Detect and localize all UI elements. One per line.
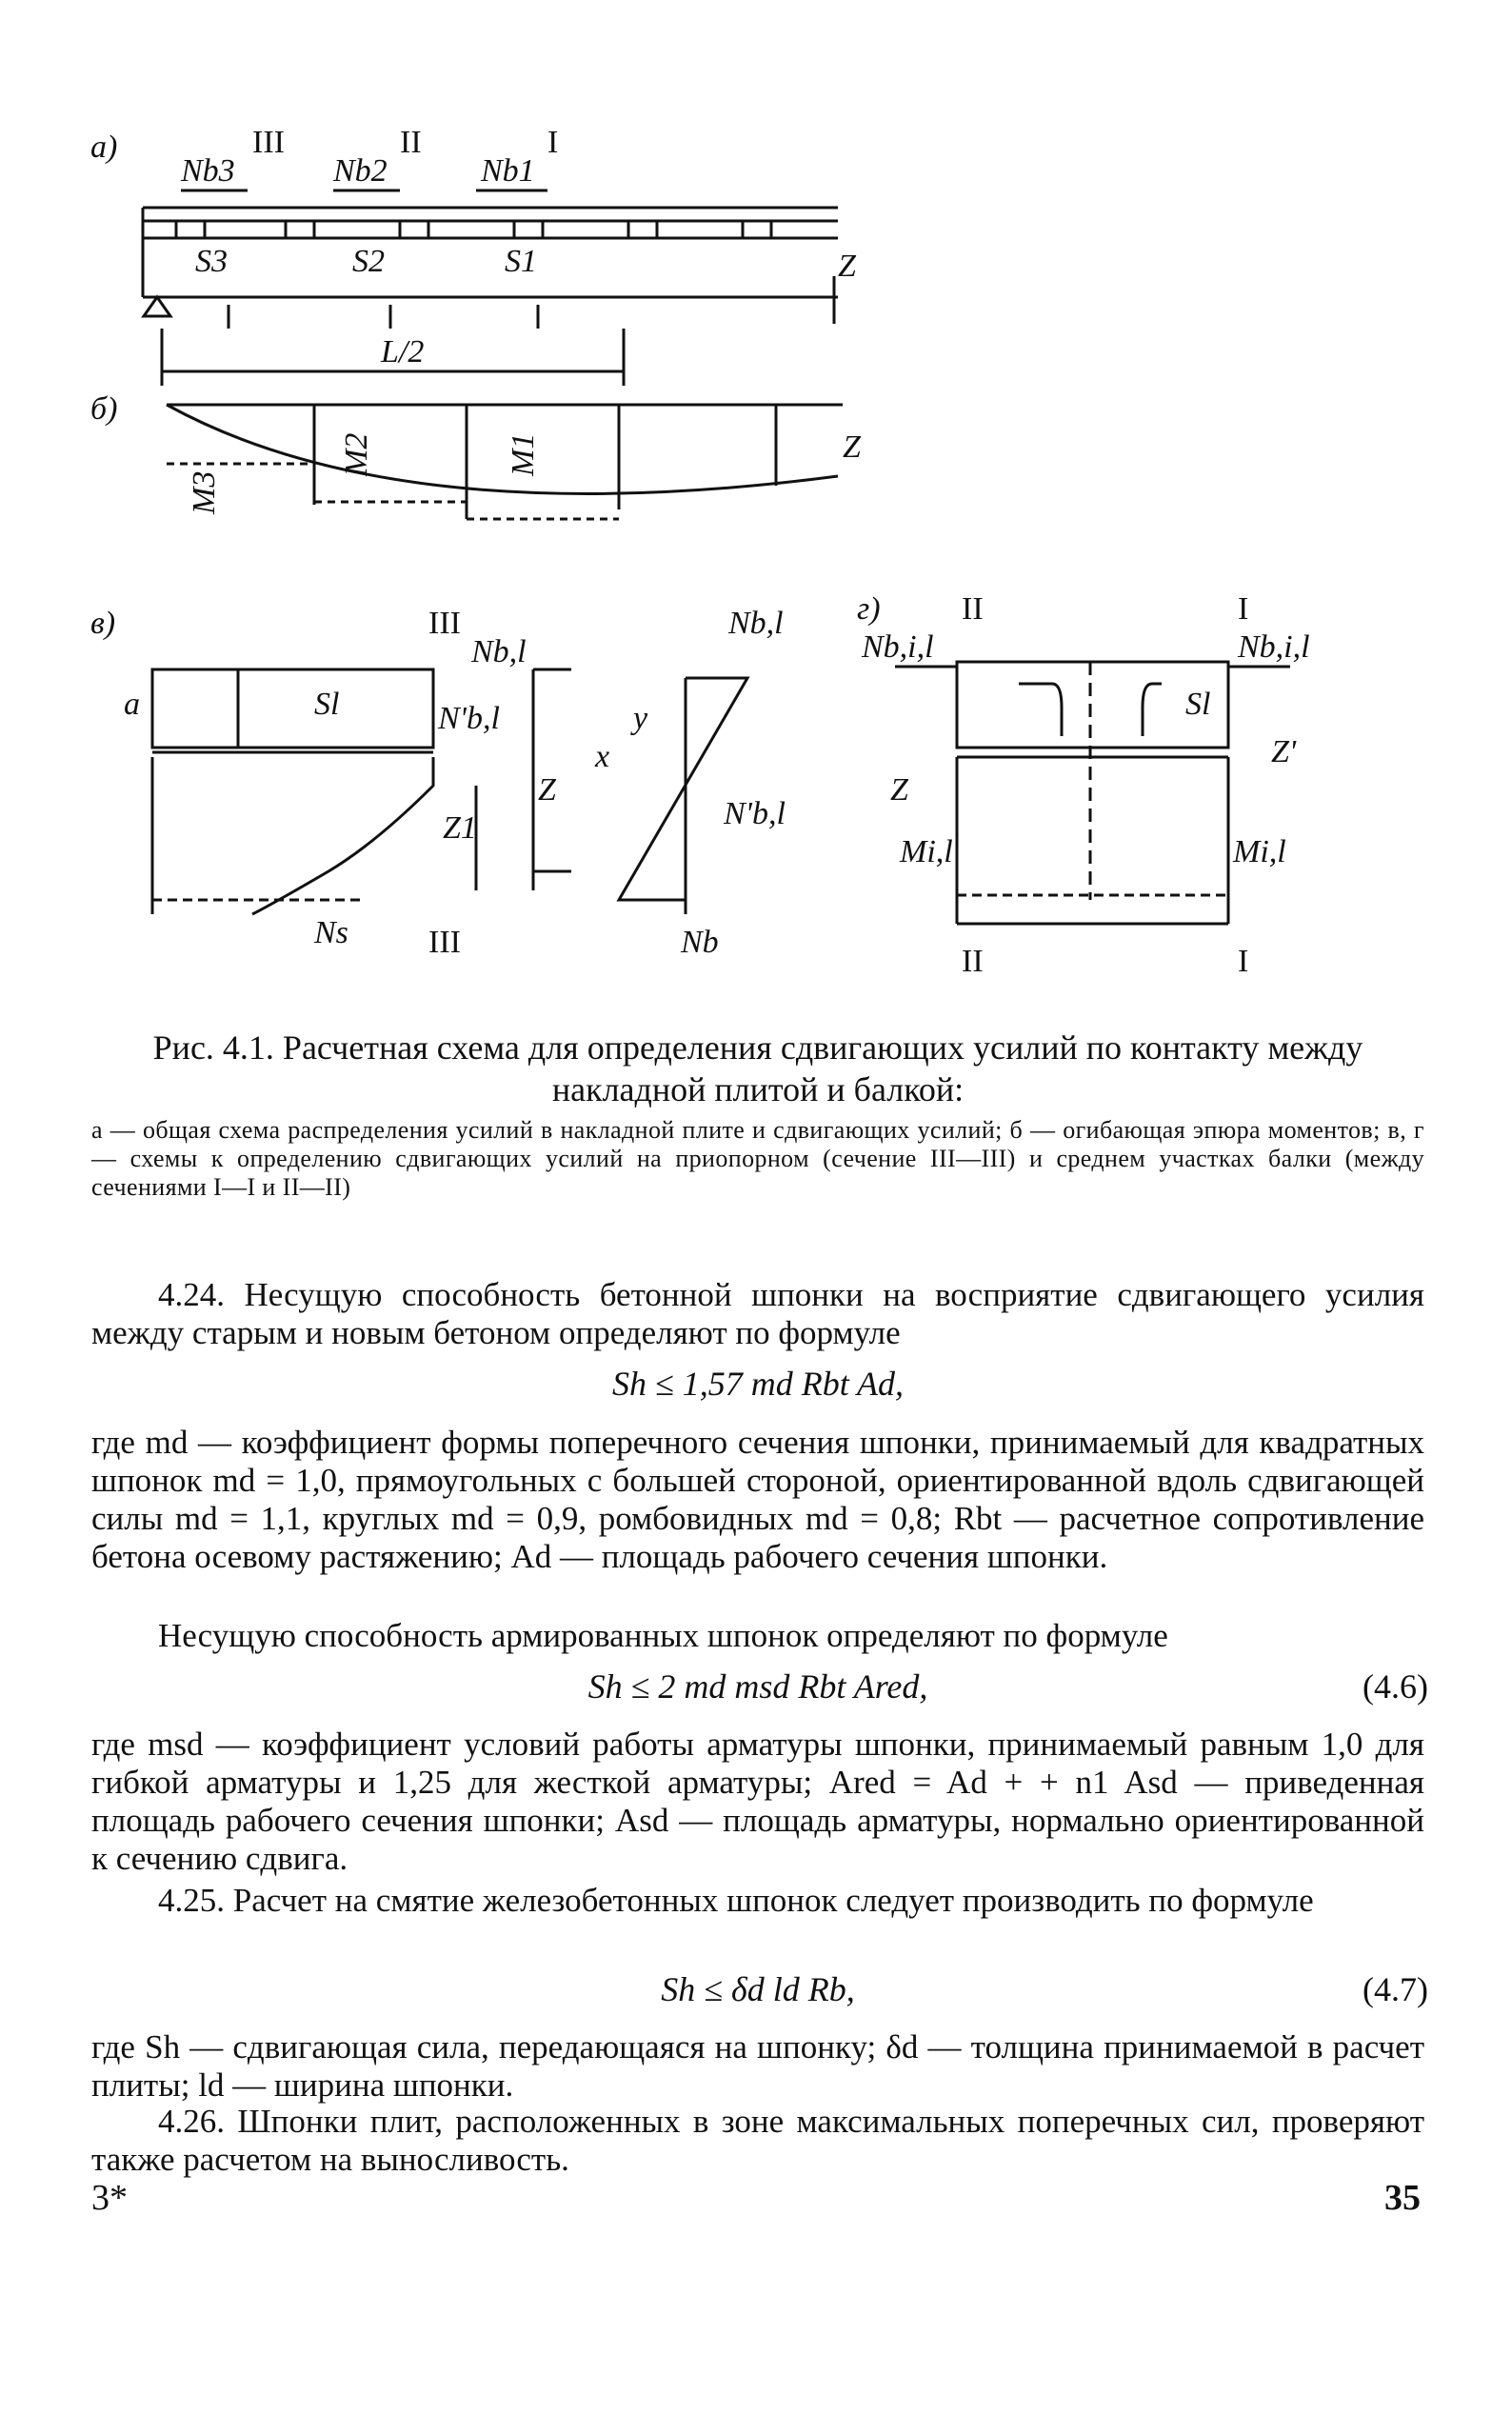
g-sl: Sl	[1185, 687, 1211, 722]
formula-bet-key: Sh ≤ 1,57 md Rbt Ad,	[611, 1365, 905, 1403]
equation-number-4-6: (4.6)	[1363, 1667, 1428, 1706]
formula-4-7: Sh ≤ δd ld Rb,	[661, 1970, 855, 2008]
g-mil-left: Mi,l	[900, 834, 953, 869]
shear-s1: S1	[505, 244, 537, 279]
panel-b-drawing	[167, 405, 843, 519]
moment-m3: M3	[187, 470, 222, 514]
v-nbl-prime: N'b,l	[438, 701, 500, 736]
diagram-y: y	[633, 701, 648, 736]
section-II-top: II	[400, 125, 422, 160]
figure-caption-title: Рис. 4.1. Расчетная схема для определения сдвигающих усилий по контакту между накладной плитой и балкой:	[152, 1028, 1363, 1108]
page-number: 35	[1384, 2178, 1421, 2218]
section-I-top: I	[547, 125, 559, 160]
figure-4-1	[0, 0, 1512, 1009]
panel-a-label: а)	[90, 130, 118, 165]
paragraph-sh-def: где Sh — сдвигающая сила, передающаяся на шпонку; δd — толщина принимаемой в расчет плиты; ld — ширина шпонки.	[91, 2028, 1424, 2104]
paragraph-4-26: 4.26. Шпонки плит, расположенных в зоне максимальных поперечных сил, проверяют также расчетом на выносливость.	[91, 2103, 1424, 2178]
figure-drawing	[0, 0, 1512, 1009]
force-nb2: Nb2	[333, 153, 388, 189]
paragraph-4-24: 4.24. Несущую способность бетонной шпонки на восприятие сдвигающего усилия между старым и новым бетоном определяют по формуле	[91, 1276, 1424, 1351]
g-z-prime: Z'	[1271, 734, 1297, 769]
panel-g-drawing	[895, 662, 1290, 924]
figure-caption-note: а — общая схема распределения усилий в накладной плите и сдвигающих усилий; б — огибающая эпюра моментов; в, г — схемы к определению сдвигающих усилий на приопорном (сечение III—III) и среднем участках балки (между сечениями I—I и II—II)	[91, 1116, 1424, 1201]
force-nb1: Nb1	[481, 153, 535, 189]
force-nb3: Nb3	[181, 153, 235, 189]
g-z: Z	[890, 772, 908, 808]
diagram-nbl: Nb,l	[728, 606, 784, 641]
panel-b-label: б)	[90, 391, 118, 427]
g-section-I-bottom: I	[1238, 944, 1249, 979]
panel-g-label: г)	[857, 591, 881, 627]
v-section-bottom: III	[428, 925, 461, 960]
g-section-II-bottom: II	[962, 944, 984, 979]
paragraph-4-25: 4.25. Расчет на смятие железобетонных шпонок следует производить по формуле	[158, 1882, 1314, 1919]
panel-v-label: в)	[90, 606, 116, 641]
paragraph-md-def: где md — коэффициент формы поперечного сечения шпонки, принимаемый для квадратных шпонок md = 1,0, прямоугольных с большей стороной, ориентированной вдоль сдвигающей силы md = 1,1, круглых md = 0,9, ромбовидных md = 0,8; Rbt — расчетное сопротивление бетона осевому растяжению; Ad — площадь рабочего сечения шпонки.	[91, 1424, 1424, 1575]
equation-number-4-7: (4.7)	[1363, 1970, 1428, 2008]
signature-mark: 3*	[91, 2178, 128, 2218]
z-mark-b: Z	[843, 429, 861, 465]
diagram-nbl-prime: N'b,l	[724, 796, 786, 831]
formula-4-6: Sh ≤ 2 md msd Rbt Ared,	[587, 1667, 928, 1706]
paragraph-msd-def: где msd — коэффициент условий работы арматуры шпонки, принимаемый равным 1,0 для гибкой арматуры и 1,25 для жесткой арматуры; Ared = Ad + + n1 Asd — приведенная площадь рабочего сечения шпонки; Asd — площадь арматуры, нормально ориентированной к сечению сдвига.	[91, 1726, 1424, 1877]
shear-s3: S3	[195, 244, 228, 279]
shear-s2: S2	[352, 244, 385, 279]
span-label: L/2	[381, 334, 425, 369]
z-mark-a: Z	[838, 249, 856, 284]
g-section-I-top: I	[1238, 591, 1249, 627]
v-a: a	[124, 687, 140, 722]
diagram-x: x	[595, 739, 610, 774]
v-ns: Ns	[314, 915, 348, 950]
g-mil-right: Mi,l	[1233, 834, 1286, 869]
moment-m1: M1	[506, 432, 541, 476]
v-nbl: Nb,l	[471, 634, 527, 669]
paragraph-armored-keys: Несущую способность армированных шпонок определяют по формуле	[158, 1617, 1168, 1654]
g-nbil-left: Nb,i,l	[862, 629, 934, 665]
v-z: Z	[538, 772, 556, 808]
g-section-II-top: II	[962, 591, 984, 627]
g-nbil-right: Nb,i,l	[1238, 629, 1310, 665]
section-III-top: III	[252, 125, 285, 160]
v-z1: Z1	[443, 810, 477, 846]
v-section-top: III	[428, 606, 461, 641]
moment-m2: M2	[339, 432, 374, 476]
v-sl: Sl	[314, 687, 340, 722]
panel-a-drawing	[143, 190, 838, 386]
diagram-nb: Nb	[681, 925, 719, 960]
